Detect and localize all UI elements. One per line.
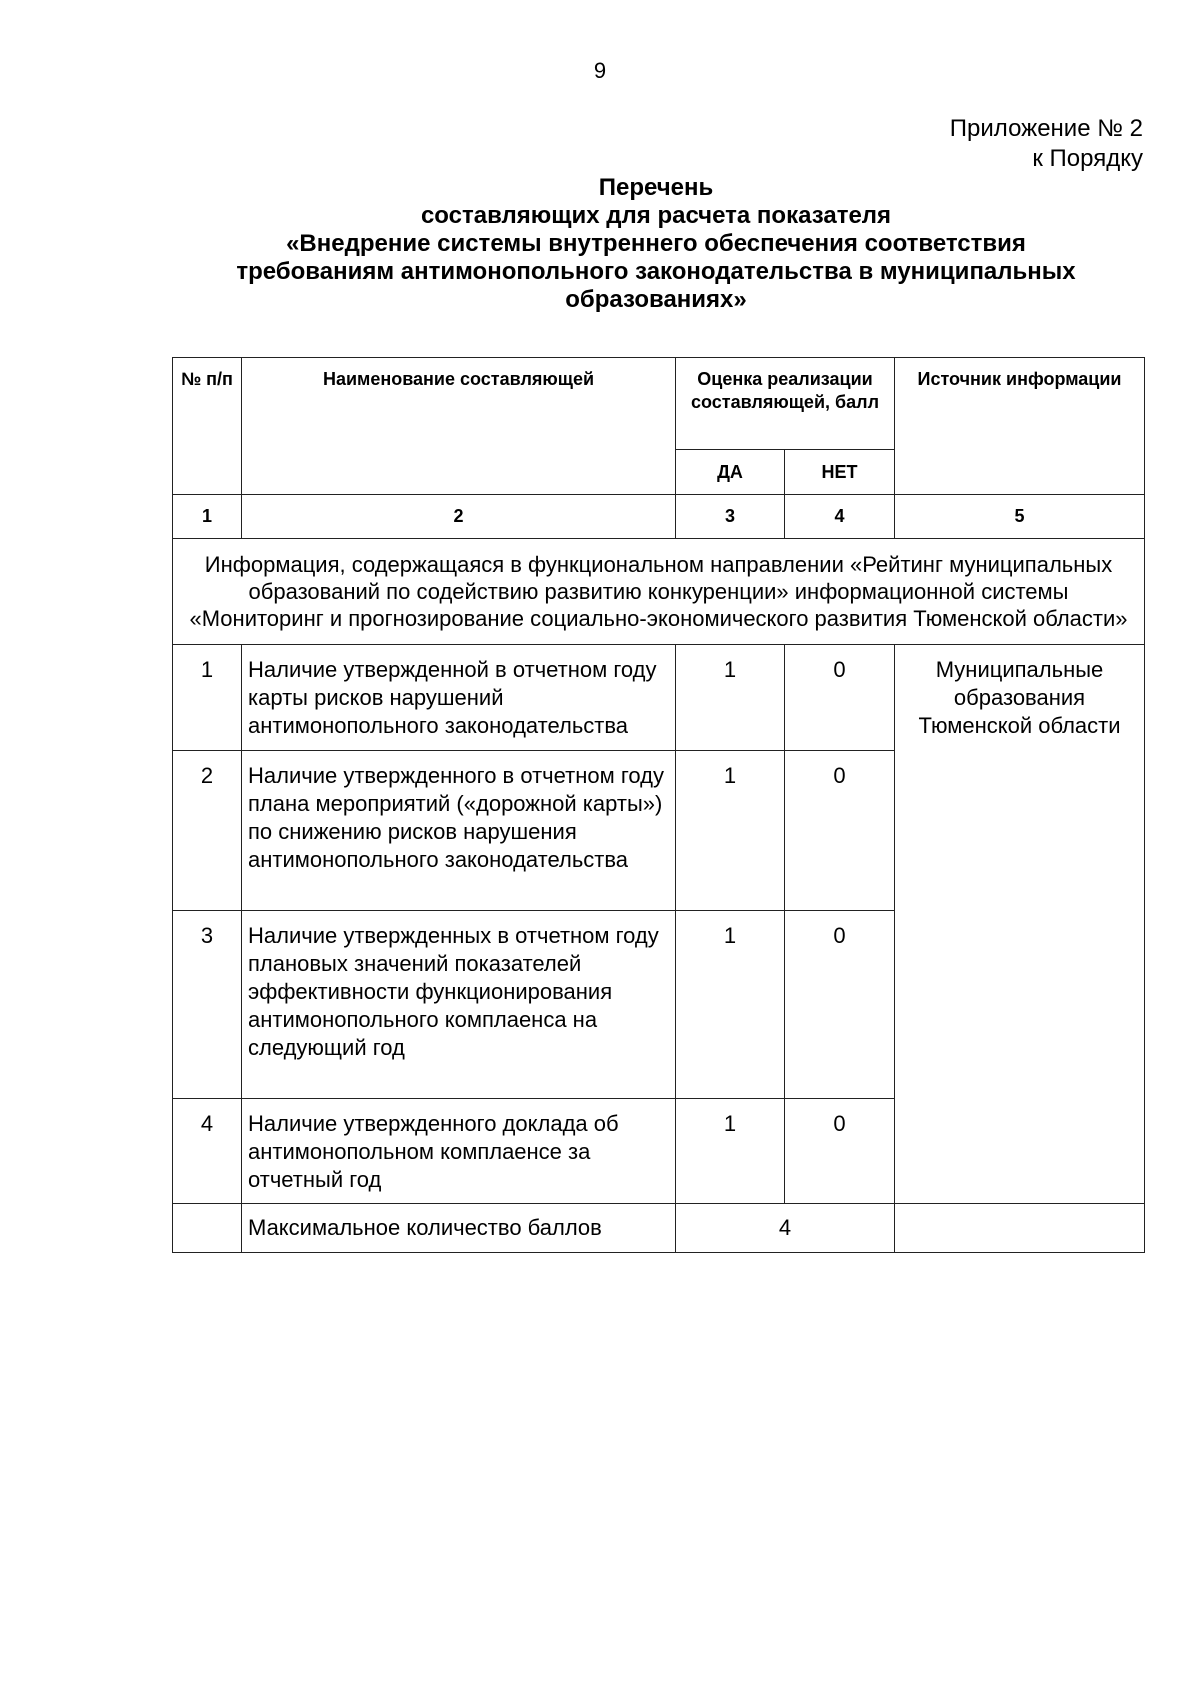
header-yes: ДА	[676, 450, 785, 495]
header-source: Источник информации	[895, 358, 1145, 495]
section-row	[173, 539, 1145, 645]
header-name: Наименование составляющей	[242, 358, 676, 495]
total-number-empty	[173, 1204, 242, 1253]
total-source-empty	[895, 1204, 1145, 1253]
table-row	[173, 645, 1145, 751]
row-number: 1	[173, 645, 242, 751]
row-name: Наличие утвержденного в отчетном году плана мероприятий («дорожной карты») по снижению рисков нарушения антимонопольного законодательства	[242, 751, 676, 911]
row-no-score: 0	[785, 645, 895, 751]
title-line-5: образованиях»	[565, 286, 747, 313]
title-line-4: требованиям антимонопольного законодательства в муниципальных	[236, 258, 1076, 285]
column-number: 2	[242, 495, 676, 539]
title-line-2: составляющих для расчета показателя	[420, 202, 892, 229]
row-name: Наличие утвержденных в отчетном году плановых значений показателей эффективности функционирования антимонопольного комплаенса на следующий год	[242, 911, 676, 1099]
column-number: 1	[173, 495, 242, 539]
row-yes-score: 1	[676, 911, 785, 1099]
row-number: 3	[173, 911, 242, 1099]
column-number-row	[173, 495, 1145, 539]
appendix-label	[950, 114, 1143, 174]
page-number: 9	[593, 58, 607, 83]
section-heading: Информация, содержащаяся в функциональном направлении «Рейтинг муниципальных образований по содействию развитию конкуренции» информационной системы «Мониторинг и прогнозирование социально-экономического развития Тюменской области»	[173, 539, 1145, 645]
row-no-score: 0	[785, 751, 895, 911]
row-yes-score: 1	[676, 645, 785, 751]
row-number: 2	[173, 751, 242, 911]
header-no: НЕТ	[785, 450, 895, 495]
appendix-line-1: Приложение № 2	[949, 115, 1143, 142]
row-yes-score: 1	[676, 1099, 785, 1204]
header-evaluation: Оценка реализации составляющей, балл	[676, 358, 895, 450]
total-row	[173, 1204, 1145, 1253]
total-value: 4	[676, 1204, 895, 1253]
title-line-1: Перечень	[598, 174, 714, 201]
total-label: Максимальное количество баллов	[242, 1204, 676, 1253]
row-name: Наличие утвержденного доклада об антимонопольном комплаенсе за отчетный год	[242, 1099, 676, 1204]
information-source: Муниципальные образования Тюменской области	[895, 645, 1145, 1204]
components-table	[172, 357, 1145, 1253]
row-yes-score: 1	[676, 751, 785, 911]
appendix-line-2: к Порядку	[1032, 145, 1143, 172]
row-number: 4	[173, 1099, 242, 1204]
header-number: № п/п	[173, 358, 242, 495]
column-number: 3	[676, 495, 785, 539]
column-number: 4	[785, 495, 895, 539]
row-no-score: 0	[785, 1099, 895, 1204]
document-title	[170, 174, 1142, 314]
title-line-3: «Внедрение системы внутреннего обеспечения соответствия	[286, 230, 1026, 257]
column-number: 5	[895, 495, 1145, 539]
row-name: Наличие утвержденной в отчетном году карты рисков нарушений антимонопольного законодательства	[242, 645, 676, 751]
row-no-score: 0	[785, 911, 895, 1099]
